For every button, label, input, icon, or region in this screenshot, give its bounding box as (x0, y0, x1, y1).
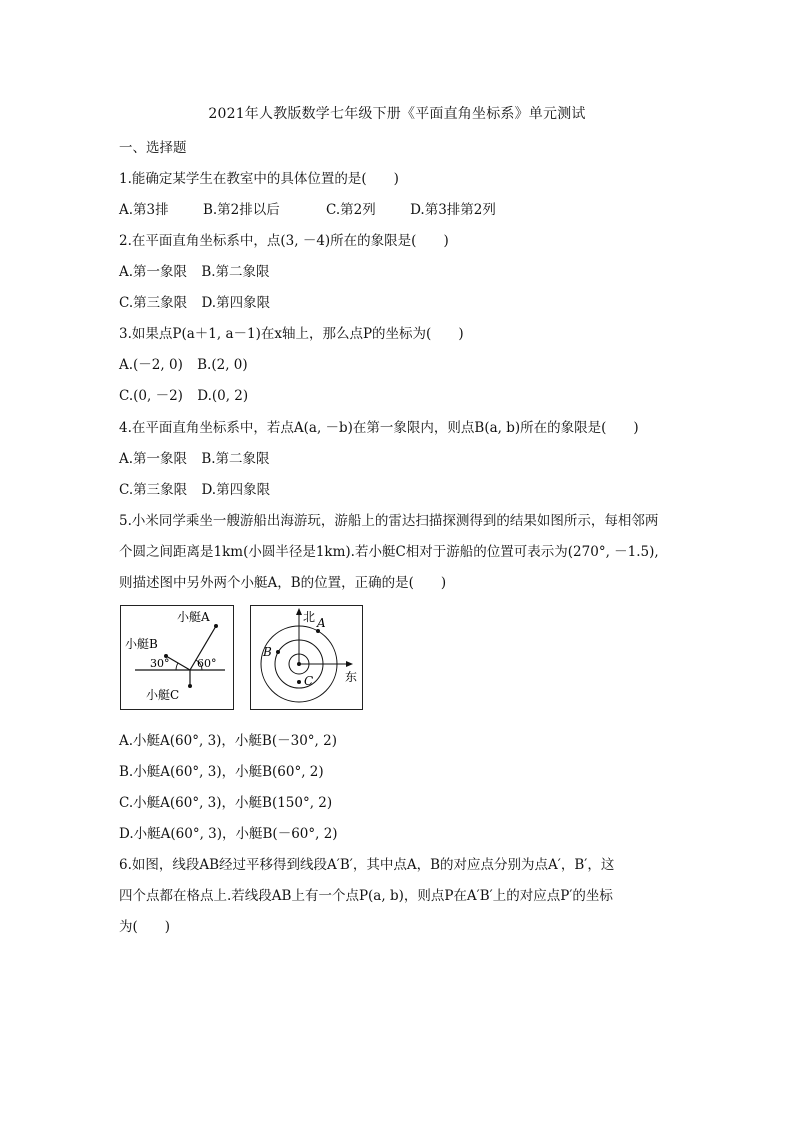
question-5-option-b: B.小艇A(60°, 3)，小艇B(60°, 2) (119, 764, 324, 780)
figure-radar (250, 605, 363, 710)
question-5-stem-line3: 则描述图中另外两个小艇A，B的位置，正确的是( ) (119, 575, 447, 591)
label-north: 北 (303, 610, 316, 624)
option-d: D.第3排第2列 (410, 202, 496, 218)
question-5-stem-line1: 5.小米同学乘坐一艘游船出海游玩，游船上的雷达扫描探测得到的结果如图所示，每相邻两 (119, 513, 659, 529)
question-5-option-c: C.小艇A(60°, 3)，小艇B(150°, 2) (119, 795, 333, 811)
label-boat-b: 小艇B (125, 637, 158, 651)
boat-c-dot (188, 684, 192, 688)
option-c: C.第三象限 (119, 482, 188, 498)
label-boat-a: 小艇A (177, 610, 210, 624)
option-a: A.第一象限 (119, 451, 188, 467)
question-4-options-row1 (119, 447, 280, 467)
label-c: C (304, 674, 314, 688)
boat-c-dot (297, 680, 301, 684)
question-5-option-a: A.小艇A(60°, 3)，小艇B(－30°, 2) (119, 733, 337, 749)
east-arrow-icon (346, 661, 353, 667)
boat-b-dot (276, 650, 280, 654)
option-b: B.第2排以后 (202, 202, 280, 218)
option-b: B.第二象限 (201, 451, 270, 467)
question-2-options-row1 (119, 260, 280, 280)
question-6-stem-line2: 四个点都在格点上.若线段AB上有一个点P(a, b)，则点P在A′B′上的对应点P′的坐标 (119, 888, 613, 904)
option-c: C.第2列 (326, 202, 376, 218)
label-b: B (263, 645, 272, 659)
label-angle-60: 60° (197, 657, 217, 670)
arc-30 (176, 663, 178, 670)
option-a: A.第一象限 (119, 264, 188, 280)
question-4-stem: 4.在平面直角坐标系中，若点A(a, －b)在第一象限内，则点B(a, b)所在的象限是( ) (119, 420, 639, 436)
north-arrow-icon (296, 608, 302, 615)
label-a: A (317, 616, 326, 630)
option-d: D.第四象限 (201, 295, 271, 311)
question-3-stem: 3.如果点P(a＋1, a－1)在x轴上，那么点P的坐标为( ) (119, 326, 464, 342)
question-1-options (119, 198, 518, 218)
question-4-options-row2 (119, 478, 280, 498)
document-title: 2021年人教版数学七年级下册《平面直角坐标系》单元测试 (208, 106, 586, 122)
question-3-options-row2 (119, 384, 258, 404)
option-b: B.(2, 0) (197, 357, 248, 373)
question-6-stem-line1: 6.如图，线段AB经过平移得到线段A′B′，其中点A，B的对应点分别为点A′，B′，这 (119, 857, 615, 873)
radar-diagram (251, 606, 362, 709)
label-boat-c: 小艇C (146, 688, 180, 702)
question-2-stem: 2.在平面直角坐标系中，点(3, －4)所在的象限是( ) (119, 233, 449, 249)
option-d: D.第四象限 (201, 482, 271, 498)
label-east: 东 (345, 670, 358, 684)
question-2-options-row2 (119, 291, 280, 311)
option-d: D.(0, 2) (197, 388, 249, 404)
question-6-stem-line3: 为( ) (119, 919, 171, 935)
question-3-options-row1 (119, 353, 258, 373)
figure-boat-angles (120, 605, 234, 710)
option-a: A.第3排 (119, 202, 169, 218)
section-heading: 一、选择题 (119, 140, 187, 156)
option-b: B.第二象限 (201, 264, 270, 280)
question-5-stem-line2: 个圆之间距离是1km(小圆半径是1km).若小艇C相对于游船的位置可表示为(270°, －1.5), (119, 544, 659, 560)
label-angle-30: 30° (150, 657, 170, 670)
option-a: A.(－2, 0) (119, 357, 183, 373)
boat-a-dot (214, 624, 218, 628)
question-1-stem: 1.能确定某学生在教室中的具体位置的是( ) (119, 171, 399, 187)
question-5-option-d: D.小艇A(60°, 3)，小艇B(－60°, 2) (119, 826, 338, 842)
option-c: C.第三象限 (119, 295, 188, 311)
option-c: C.(0, －2) (119, 388, 183, 404)
angle-diagram (121, 606, 233, 709)
